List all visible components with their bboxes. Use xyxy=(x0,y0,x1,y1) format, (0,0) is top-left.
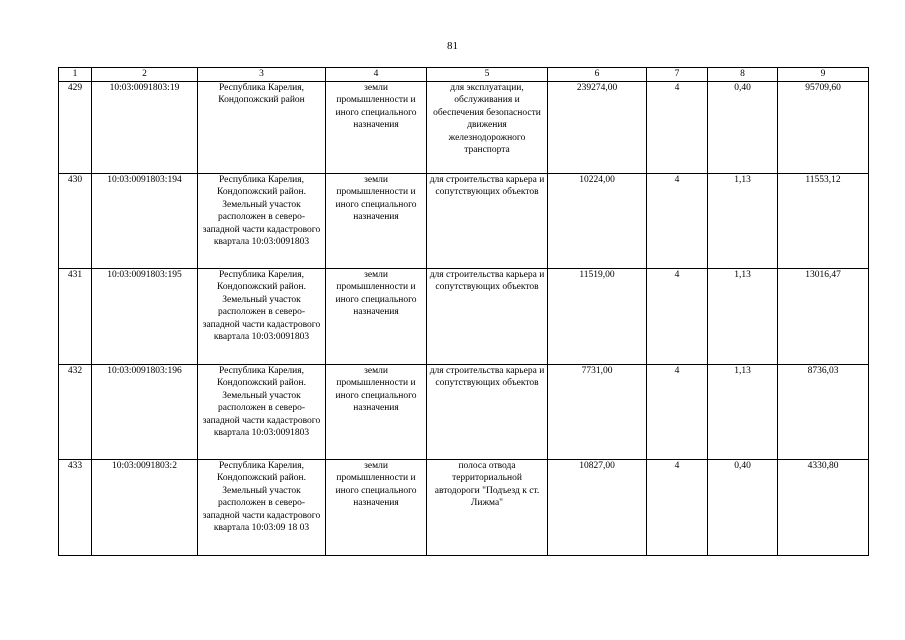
column-header: 8 xyxy=(708,68,778,82)
column-8-value: 1,13 xyxy=(708,174,778,269)
permitted-use: полоса отвода территориальной автодороги "Подъезд к ст. Лижма" xyxy=(427,460,548,556)
land-category: земли промышленности и иного специального назначения xyxy=(326,174,427,269)
area: 10224,00 xyxy=(548,174,647,269)
row-number: 433 xyxy=(59,460,92,556)
location: Республика Карелия, Кондопожский район. Земельный участок расположен в северо-западной части кадастрового квартала 10:03:09 18 03 xyxy=(198,460,326,556)
column-7-value: 4 xyxy=(647,174,708,269)
column-9-value: 95709,60 xyxy=(778,82,869,174)
permitted-use: для строительства карьера и сопутствующих объектов xyxy=(427,365,548,460)
column-8-value: 0,40 xyxy=(708,82,778,174)
row-number: 429 xyxy=(59,82,92,174)
cadastral-number: 10:03:0091803:196 xyxy=(92,365,198,460)
land-category: земли промышленности и иного специального назначения xyxy=(326,82,427,174)
permitted-use: для строительства карьера и сопутствующих объектов xyxy=(427,174,548,269)
cadastral-number: 10:03:0091803:195 xyxy=(92,269,198,365)
cadastral-table xyxy=(58,67,869,556)
table-row xyxy=(59,269,869,365)
land-category: земли промышленности и иного специального назначения xyxy=(326,269,427,365)
column-7-value: 4 xyxy=(647,82,708,174)
column-7-value: 4 xyxy=(647,365,708,460)
column-header: 5 xyxy=(427,68,548,82)
column-9-value: 8736,03 xyxy=(778,365,869,460)
land-category: земли промышленности и иного специального назначения xyxy=(326,460,427,556)
cadastral-number: 10:03:0091803:19 xyxy=(92,82,198,174)
column-header: 6 xyxy=(548,68,647,82)
column-8-value: 0,40 xyxy=(708,460,778,556)
column-header: 3 xyxy=(198,68,326,82)
column-8-value: 1,13 xyxy=(708,269,778,365)
column-header: 2 xyxy=(92,68,198,82)
location: Республика Карелия, Кондопожский район. Земельный участок расположен в северо-западной части кадастрового квартала 10:03:0091803 xyxy=(198,365,326,460)
table-row xyxy=(59,174,869,269)
table-row xyxy=(59,82,869,174)
column-header: 9 xyxy=(778,68,869,82)
table-row xyxy=(59,365,869,460)
location: Республика Карелия, Кондопожский район. Земельный участок расположен в северо-западной части кадастрового квартала 10:03:0091803 xyxy=(198,269,326,365)
land-category: земли промышленности и иного специального назначения xyxy=(326,365,427,460)
area: 7731,00 xyxy=(548,365,647,460)
permitted-use: для эксплуатации, обслуживания и обеспечения безопасности движения железнодорожного транспорта xyxy=(427,82,548,174)
row-number: 432 xyxy=(59,365,92,460)
area: 239274,00 xyxy=(548,82,647,174)
column-8-value: 1,13 xyxy=(708,365,778,460)
area: 10827,00 xyxy=(548,460,647,556)
column-9-value: 11553,12 xyxy=(778,174,869,269)
cadastral-number: 10:03:0091803:194 xyxy=(92,174,198,269)
column-header: 4 xyxy=(326,68,427,82)
column-9-value: 4330,80 xyxy=(778,460,869,556)
header-row xyxy=(59,68,869,82)
location: Республика Карелия, Кондопожский район. Земельный участок расположен в северо-западной части кадастрового квартала 10:03:0091803 xyxy=(198,174,326,269)
location: Республика Карелия, Кондопожский район xyxy=(198,82,326,174)
column-header: 1 xyxy=(59,68,92,82)
permitted-use: для строительства карьера и сопутствующих объектов xyxy=(427,269,548,365)
column-7-value: 4 xyxy=(647,269,708,365)
row-number: 431 xyxy=(59,269,92,365)
column-header: 7 xyxy=(647,68,708,82)
cadastral-number: 10:03:0091803:2 xyxy=(92,460,198,556)
page-number: 81 xyxy=(447,40,458,52)
column-7-value: 4 xyxy=(647,460,708,556)
row-number: 430 xyxy=(59,174,92,269)
table-row xyxy=(59,460,869,556)
column-9-value: 13016,47 xyxy=(778,269,869,365)
area: 11519,00 xyxy=(548,269,647,365)
